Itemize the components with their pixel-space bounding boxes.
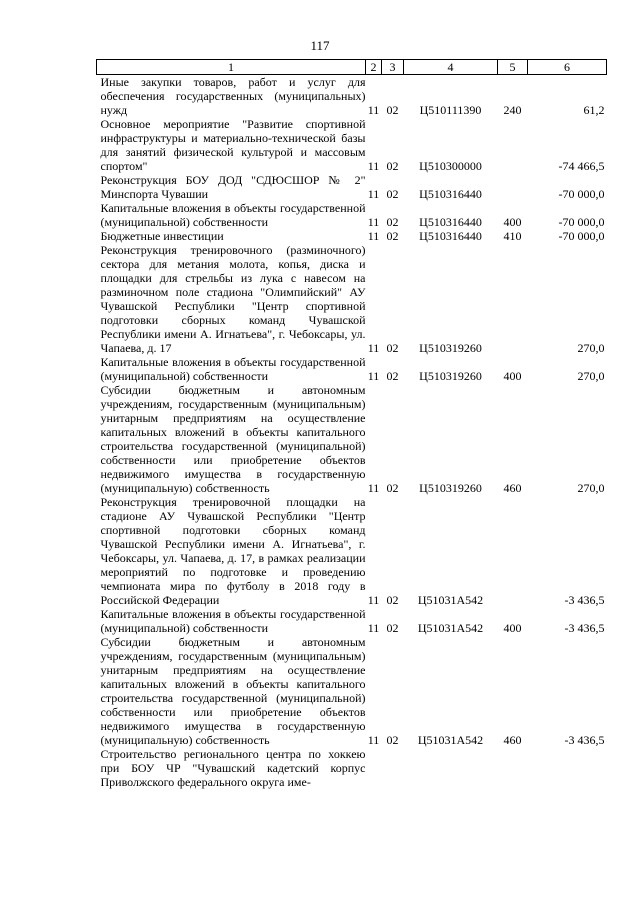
row-name: Реконструкция БОУ ДОД "СДЮСШОР № 2" Минспорта Чувашии: [100, 173, 366, 201]
row-name: Реконструкция тренировочного (разминочного) сектора для метания молота, копья, диска и площадки для стрельбы из лука с навесом на разминочном поле стадиона "Олимпийский" АУ Чувашской Республики "Центр спортивной подготовки сборных команд Чувашской Республики имени А. Игнатьева", г. Чебоксары, ул. Чапаева, д. 17: [100, 243, 366, 355]
table-row: [97, 355, 607, 383]
row-section: 11: [367, 103, 380, 117]
row-target-article: Ц51031А542: [417, 733, 484, 747]
row-amount: 270,0: [577, 341, 605, 355]
row-name: Иные закупки товаров, работ и услуг для обеспечения государственных (муниципальных) нужд: [100, 75, 366, 117]
column-header-4: 4: [404, 60, 498, 75]
table-row: [97, 243, 607, 355]
row-amount: 270,0: [577, 369, 605, 383]
row-subsection: 02: [386, 593, 399, 607]
row-name: Капитальные вложения в объекты государственной (муниципальной) собственности: [100, 355, 366, 383]
row-target-article: Ц510319260: [419, 369, 482, 383]
table-row: [97, 383, 607, 495]
row-section: 11: [367, 187, 380, 201]
row-expense-type: [498, 173, 528, 201]
budget-table: [96, 59, 607, 789]
row-target-article: Ц51031А542: [417, 593, 484, 607]
row-target-article: [404, 747, 498, 789]
table-row: [97, 747, 607, 789]
row-target-article: Ц51031А542: [417, 621, 484, 635]
table-row: [97, 495, 607, 607]
row-target-article: Ц510319260: [419, 341, 482, 355]
row-section: 11: [367, 621, 380, 635]
column-header-6: 6: [528, 60, 607, 75]
row-section: 11: [367, 159, 380, 173]
row-amount: -70 000,0: [558, 229, 605, 243]
row-name: Реконструкция тренировочной площадки на стадионе АУ Чувашской Республики "Центр спортивной подготовки сборных команд Чувашской Республики имени А. Игнатьева", г. Чебоксары, ул. Чапаева, д. 17, в рамках реализации мероприятий по подготовке и проведению чемпионата мира по футболу в 2018 году в Российской Федерации: [100, 495, 366, 607]
row-subsection: 02: [386, 341, 399, 355]
row-target-article: Ц510300000: [419, 159, 482, 173]
row-subsection: 02: [386, 103, 399, 117]
row-expense-type: 460: [503, 481, 522, 495]
column-header-2: 2: [366, 60, 382, 75]
row-section: 11: [367, 593, 380, 607]
row-expense-type: [498, 243, 528, 355]
column-header-5: 5: [498, 60, 528, 75]
table-row: [97, 635, 607, 747]
row-amount: -70 000,0: [558, 215, 605, 229]
page-number: 117: [310, 38, 330, 53]
row-section: 11: [367, 733, 380, 747]
row-amount: 61,2: [583, 103, 605, 117]
row-target-article: Ц510316440: [419, 187, 482, 201]
row-target-article: Ц510316440: [419, 229, 482, 243]
table-row: [97, 607, 607, 635]
row-expense-type: 410: [503, 229, 522, 243]
table-row: [97, 229, 607, 243]
row-amount: 270,0: [577, 481, 605, 495]
row-expense-type: 400: [503, 369, 522, 383]
row-name: Капитальные вложения в объекты государственной (муниципальной) собственности: [100, 201, 366, 229]
row-name: Субсидии бюджетным и автономным учреждениям, государственным (муниципальным) унитарным предприятиям на осуществление капитальных вложений в объекты капитального строительства государственной (муниципальной) собственности или приобретение объектов недвижимого имущества в государственную (муниципальную) собственность: [100, 635, 366, 747]
row-expense-type: [498, 747, 528, 789]
row-name: Субсидии бюджетным и автономным учреждениям, государственным (муниципальным) унитарным предприятиям на осуществление капитальных вложений в объекты капитального строительства государственной (муниципальной) собственности или приобретение объектов недвижимого имущества в государственную (муниципальную) собственность: [100, 383, 366, 495]
column-header-row: [97, 60, 607, 75]
row-expense-type: [498, 117, 528, 173]
row-section: 11: [367, 341, 380, 355]
row-amount: -70 000,0: [558, 187, 605, 201]
row-expense-type: [498, 495, 528, 607]
table-row: [97, 173, 607, 201]
row-name: Капитальные вложения в объекты государственной (муниципальной) собственности: [100, 607, 366, 635]
row-section: 11: [367, 215, 380, 229]
row-amount: -3 436,5: [564, 733, 605, 747]
row-section: [366, 747, 382, 789]
row-target-article: Ц510316440: [419, 215, 482, 229]
row-subsection: 02: [386, 733, 399, 747]
row-expense-type: 460: [503, 733, 522, 747]
table-row: [97, 117, 607, 173]
row-subsection: 02: [386, 481, 399, 495]
row-subsection: 02: [386, 215, 399, 229]
row-subsection: [382, 747, 404, 789]
row-section: 11: [367, 229, 380, 243]
row-amount: [528, 747, 607, 789]
row-subsection: 02: [386, 159, 399, 173]
table-body: [97, 75, 607, 790]
row-target-article: Ц510319260: [419, 481, 482, 495]
row-name: Строительство регионального центра по хоккею при БОУ ЧР "Чувашский кадетский корпус Приволжского федерального округа име-: [100, 747, 366, 789]
row-section: 11: [367, 481, 380, 495]
row-subsection: 02: [386, 621, 399, 635]
column-header-1: 1: [97, 60, 366, 75]
row-name: Основное мероприятие "Развитие спортивной инфраструктуры и материально-технической базы для занятий физической культурой и массовым спортом": [100, 117, 366, 173]
row-amount: -3 436,5: [564, 621, 605, 635]
row-expense-type: 400: [503, 215, 522, 229]
table-row: [97, 201, 607, 229]
row-subsection: 02: [386, 229, 399, 243]
row-subsection: 02: [386, 187, 399, 201]
row-section: 11: [367, 369, 380, 383]
row-expense-type: 240: [503, 103, 522, 117]
row-name: Бюджетные инвестиции: [100, 229, 224, 243]
column-header-3: 3: [382, 60, 404, 75]
row-amount: -74 466,5: [558, 159, 605, 173]
row-subsection: 02: [386, 369, 399, 383]
table-row: [97, 75, 607, 118]
row-amount: -3 436,5: [564, 593, 605, 607]
row-target-article: Ц510111390: [419, 103, 482, 117]
row-expense-type: 400: [503, 621, 522, 635]
